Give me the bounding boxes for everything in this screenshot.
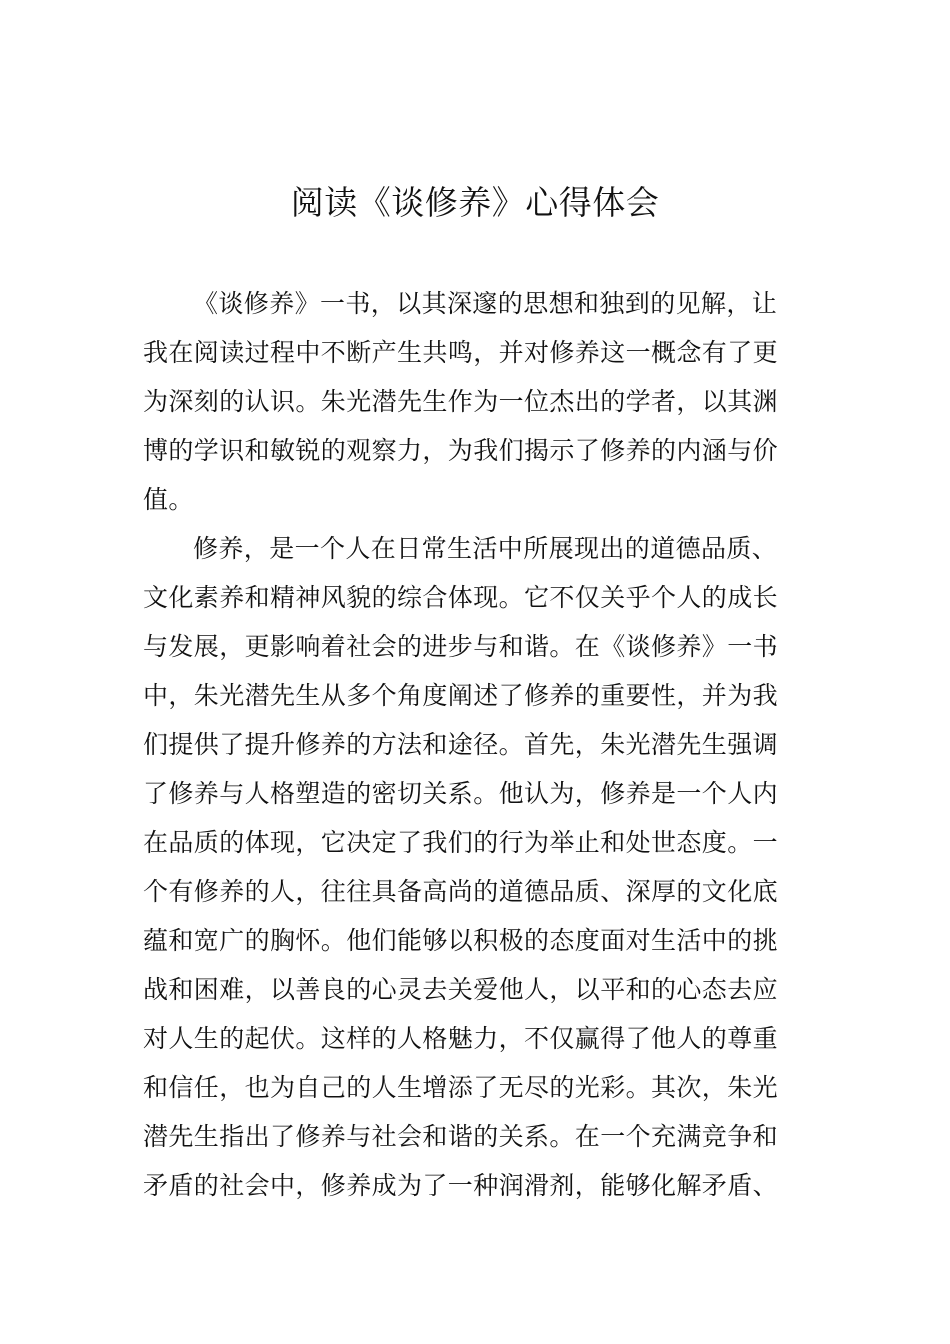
paragraph-line: 在品质的体现，它决定了我们的行为举止和处世态度。一 xyxy=(143,828,779,857)
paragraph-line: 和信任，也为自己的人生增添了无尽的光彩。其次，朱光 xyxy=(143,1073,779,1102)
paragraph-line: 战和困难，以善良的心灵去关爱他人，以平和的心态去应 xyxy=(143,975,779,1004)
paragraph-line: 潜先生指出了修养与社会和谐的关系。在一个充满竞争和 xyxy=(143,1122,779,1151)
paragraph-line: 为深刻的认识。朱光潜先生作为一位杰出的学者，以其渊 xyxy=(143,387,779,416)
document-body xyxy=(143,279,810,1210)
paragraph-1 xyxy=(143,279,810,524)
paragraph-line: 博的学识和敏锐的观察力，为我们揭示了修养的内涵与价 xyxy=(143,436,779,465)
paragraph-line: 蕴和宽广的胸怀。他们能够以积极的态度面对生活中的挑 xyxy=(143,926,779,955)
paragraph-line: 中，朱光潜先生从多个角度阐述了修养的重要性，并为我 xyxy=(143,681,779,710)
paragraph-line: 与发展，更影响着社会的进步与和谐。在《谈修养》一书 xyxy=(143,632,779,661)
paragraph-line: 对人生的起伏。这样的人格魅力，不仅赢得了他人的尊重 xyxy=(143,1024,779,1053)
paragraph-2 xyxy=(143,524,810,1210)
paragraph-line: 们提供了提升修养的方法和途径。首先，朱光潜先生强调 xyxy=(143,730,779,759)
paragraph-line: 《谈修养》一书，以其深邃的思想和独到的见解，让 xyxy=(193,289,778,318)
paragraph-line: 文化素养和精神风貌的综合体现。它不仅关乎个人的成长 xyxy=(143,583,779,612)
paragraph-line: 个有修养的人，往往具备高尚的道德品质、深厚的文化底 xyxy=(143,877,779,906)
paragraph-line: 矛盾的社会中，修养成为了一种润滑剂，能够化解矛盾、 xyxy=(143,1171,779,1200)
paragraph-line: 了修养与人格塑造的密切关系。他认为，修养是一个人内 xyxy=(143,779,779,808)
paragraph-line: 修养，是一个人在日常生活中所展现出的道德品质、 xyxy=(193,534,778,563)
paragraph-line: 我在阅读过程中不断产生共鸣，并对修养这一概念有了更 xyxy=(143,338,779,367)
document-title: 阅读《谈修养》心得体会 xyxy=(290,183,660,222)
paragraph-line: 值。 xyxy=(143,485,194,514)
